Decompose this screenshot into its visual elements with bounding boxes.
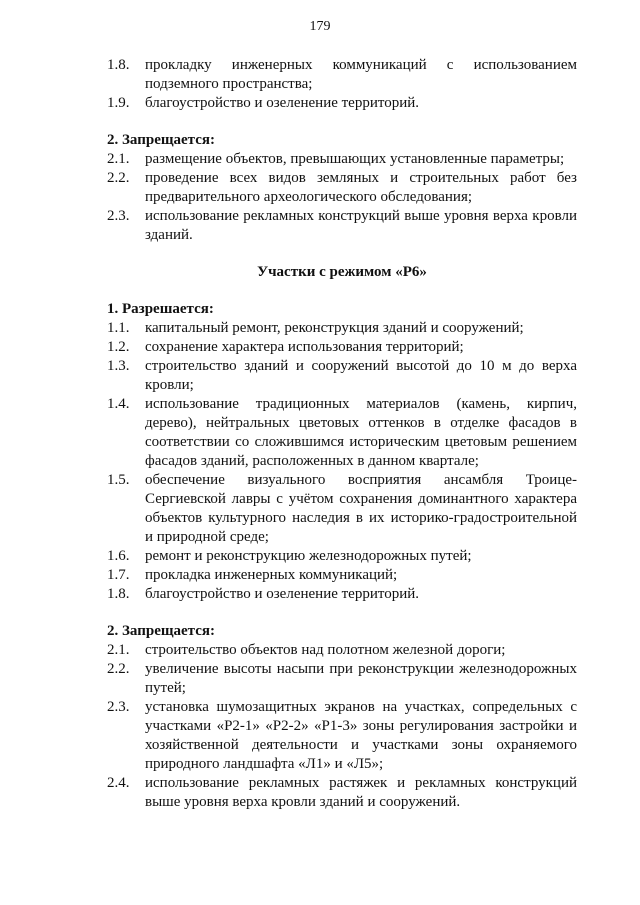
item-text: прокладку инженерных коммуникаций с использованием подземного пространства;	[145, 57, 577, 92]
prohibited-heading: 2. Запрещается:	[107, 132, 216, 148]
item-number: 2.1.	[107, 642, 130, 658]
item-text: проведение всех видов земляных и строительных работ без предварительного археологического обследования;	[145, 170, 577, 205]
list-item	[107, 395, 577, 471]
item-number: 1.9.	[107, 95, 130, 111]
prohibited-heading: 2. Запрещается:	[107, 623, 216, 639]
list-item	[107, 357, 577, 395]
item-text: установка шумозащитных экранов на участках, сопредельных с участками «Р2-1» «Р2-2» «Р1-3» зоны регулирования застройки и хозяйственной деятельности и участками зоны охраняемого природного ландшафта «Л1» и «Л5»;	[145, 699, 577, 772]
list-item	[107, 660, 577, 698]
list-item	[107, 566, 577, 585]
item-number: 1.2.	[107, 339, 130, 355]
section-title: Участки с режимом «Р6»	[257, 264, 427, 280]
list-item	[107, 585, 577, 604]
item-number: 2.1.	[107, 151, 130, 167]
item-text: строительство зданий и сооружений высотой до 10 м до верха кровли;	[145, 358, 577, 393]
list-item	[107, 319, 577, 338]
item-text: строительство объектов над полотном железной дороги;	[145, 642, 506, 658]
item-text: обеспечение визуального восприятия ансамбля Троице-Сергиевской лавры с учётом сохранения доминантного характера объектов культурного наследия в их историко-градостроительной и природной среде;	[145, 472, 577, 545]
item-number: 1.8.	[107, 57, 130, 73]
page-number: 179	[309, 19, 331, 34]
item-text: использование рекламных растяжек и рекламных конструкций выше уровня верха кровли зданий и сооружений.	[145, 775, 577, 810]
item-text: использование традиционных материалов (камень, кирпич, дерево), нейтральных цветовых оттенков в отделке фасадов в соответствии со сложившимся историческим цветовым решением фасадов зданий, расположенных в данном квартале;	[145, 396, 577, 469]
list-item	[107, 150, 577, 169]
item-number: 2.2.	[107, 661, 130, 677]
item-text: размещение объектов, превышающих установленные параметры;	[145, 151, 565, 167]
item-number: 2.3.	[107, 208, 130, 224]
item-number: 2.2.	[107, 170, 130, 186]
item-number: 1.1.	[107, 320, 130, 336]
item-number: 1.7.	[107, 567, 130, 583]
list-item	[107, 471, 577, 547]
item-text: капитальный ремонт, реконструкция зданий и сооружений;	[145, 320, 524, 336]
item-number: 1.6.	[107, 548, 130, 564]
list-item	[107, 641, 577, 660]
item-text: ремонт и реконструкцию железнодорожных путей;	[145, 548, 472, 564]
list-item	[107, 338, 577, 357]
document-body	[107, 56, 577, 812]
item-number: 1.4.	[107, 396, 130, 412]
list-item	[107, 547, 577, 566]
item-text: сохранение характера использования территорий;	[145, 339, 464, 355]
item-number: 2.3.	[107, 699, 130, 715]
list-item	[107, 207, 577, 245]
item-number: 1.8.	[107, 586, 130, 602]
allowed-heading: 1. Разрешается:	[107, 301, 214, 317]
item-number: 1.3.	[107, 358, 130, 374]
item-number: 2.4.	[107, 775, 130, 791]
list-item	[107, 774, 577, 812]
item-text: прокладка инженерных коммуникаций;	[145, 567, 398, 583]
item-text: использование рекламных конструкций выше уровня верха кровли зданий.	[145, 208, 577, 243]
list-item	[107, 698, 577, 774]
list-item	[107, 169, 577, 207]
item-number: 1.5.	[107, 472, 130, 488]
item-text: благоустройство и озеленение территорий.	[145, 95, 420, 111]
item-text: увеличение высоты насыпи при реконструкции железнодорожных путей;	[145, 661, 577, 696]
list-item	[107, 94, 577, 113]
item-text: благоустройство и озеленение территорий.	[145, 586, 420, 602]
list-item	[107, 56, 577, 94]
